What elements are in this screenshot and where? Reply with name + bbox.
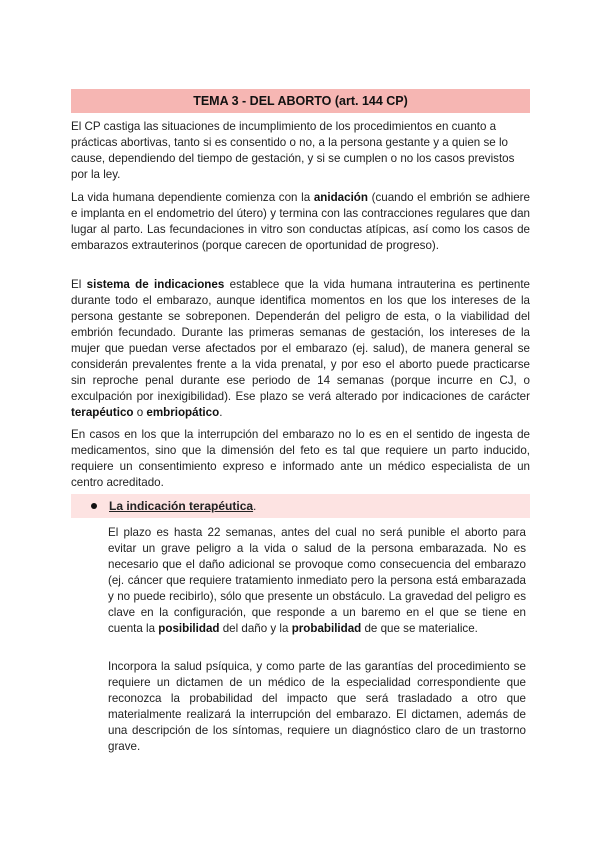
title-banner — [71, 89, 530, 113]
text: El plazo es hasta 22 semanas, antes del cual no será punible el aborto para evitar un grave peligro a la vida o salud de la persona embarazada. No es necesario que el daño adicional se provoque como consecuencia del embarazo (ej. cáncer que requiere tratamiento inmediato pero la persona está embarazada y no puede recibirlo), sólo que presente un obstáculo. La gravedad del peligro es clave en la configuración, que responde a un baremo en el que se tiene en cuenta la — [108, 526, 526, 635]
bullet-icon — [91, 503, 97, 509]
page-title: TEMA 3 - DEL ABORTO (art. 144 CP) — [193, 94, 408, 108]
paragraph-sistema-indicaciones — [71, 277, 530, 421]
text: La vida humana dependiente comienza con la — [71, 191, 314, 204]
paragraph-plazo — [108, 525, 526, 637]
text: establece que la vida humana intrauterina es pertinente durante todo el embarazo, aunque identifica momentos en los que los intereses de la persona gestante se sobreponen. Dependerán del peligro de esta, o la viabilidad del embrión fecundado. Durante las primeras semanas de gestación, los intereses de la mujer que puedan verse afectados por el embarazo (ej. salud), de manera general se considerán prevalentes frente a la vida prenatal, y por eso el aborto puede practicarse sin reproche penal durante ese periodo de 14 semanas (porque incurre en CJ, o exculpación por inexigibilidad). Ese plazo se verá alterado por indicaciones de carácter — [71, 278, 531, 403]
text: (cuando el embrión se adhiere e implanta en el endometrio del útero) y termina con las contracciones regulares que dan lugar al parto. Las fecundaciones in vitro son conductas atípicas, así como los casos de embarazos extrauterinos (porque carecen de oportunidad de progreso). — [71, 191, 530, 252]
bold-term: embriopático — [146, 406, 220, 419]
bold-term: anidación — [313, 191, 368, 204]
text: El — [71, 278, 87, 291]
paragraph-parto-inducido: En casos en los que la interrupción del embarazo no lo es en el sentido de ingesta de medicamentos, sino que la dimensión del feto es tal que requiere un parto inducido, requiere un consentimiento expreso e informado ante un médico especialista de un centro acreditado. — [71, 428, 530, 489]
bold-term: probabilidad — [291, 622, 362, 635]
bold-term: sistema de indicaciones — [86, 278, 225, 291]
bold-term: posibilidad — [158, 622, 220, 635]
text: . — [253, 499, 257, 513]
paragraph-anidacion — [71, 190, 530, 254]
text: de que se materialice. — [361, 622, 478, 635]
text: o — [133, 406, 147, 419]
text: . — [219, 406, 223, 419]
paragraph-intro: El CP castiga las situaciones de incumplimiento de los procedimientos en cuanto a prácticas abortivas, tanto si es consentido o no, a la persona gestante y a quien se lo cause, dependiendo del tiempo de gestación, y si se cumplen o no los casos previstos por la ley. — [71, 120, 515, 181]
bullet-label — [109, 498, 256, 514]
bullet-label-text: La indicación terapéutica — [109, 499, 254, 513]
paragraph-salud-psiquica: Incorpora la salud psíquica, y como parte de las garantías del procedimiento se requiere un dictamen de un médico de la especialidad correspondiente que reconozca la probabilidad del impacto que será trasladado a otro que materialmente realizará la interrupción del embarazo. El dictamen, además de una descripción de los síntomas, requiere un diagnóstico claro de un trastorno grave. — [108, 660, 526, 753]
bold-term: terapéutico — [71, 406, 134, 419]
text: del daño y la — [219, 622, 292, 635]
bullet-heading — [71, 494, 530, 518]
